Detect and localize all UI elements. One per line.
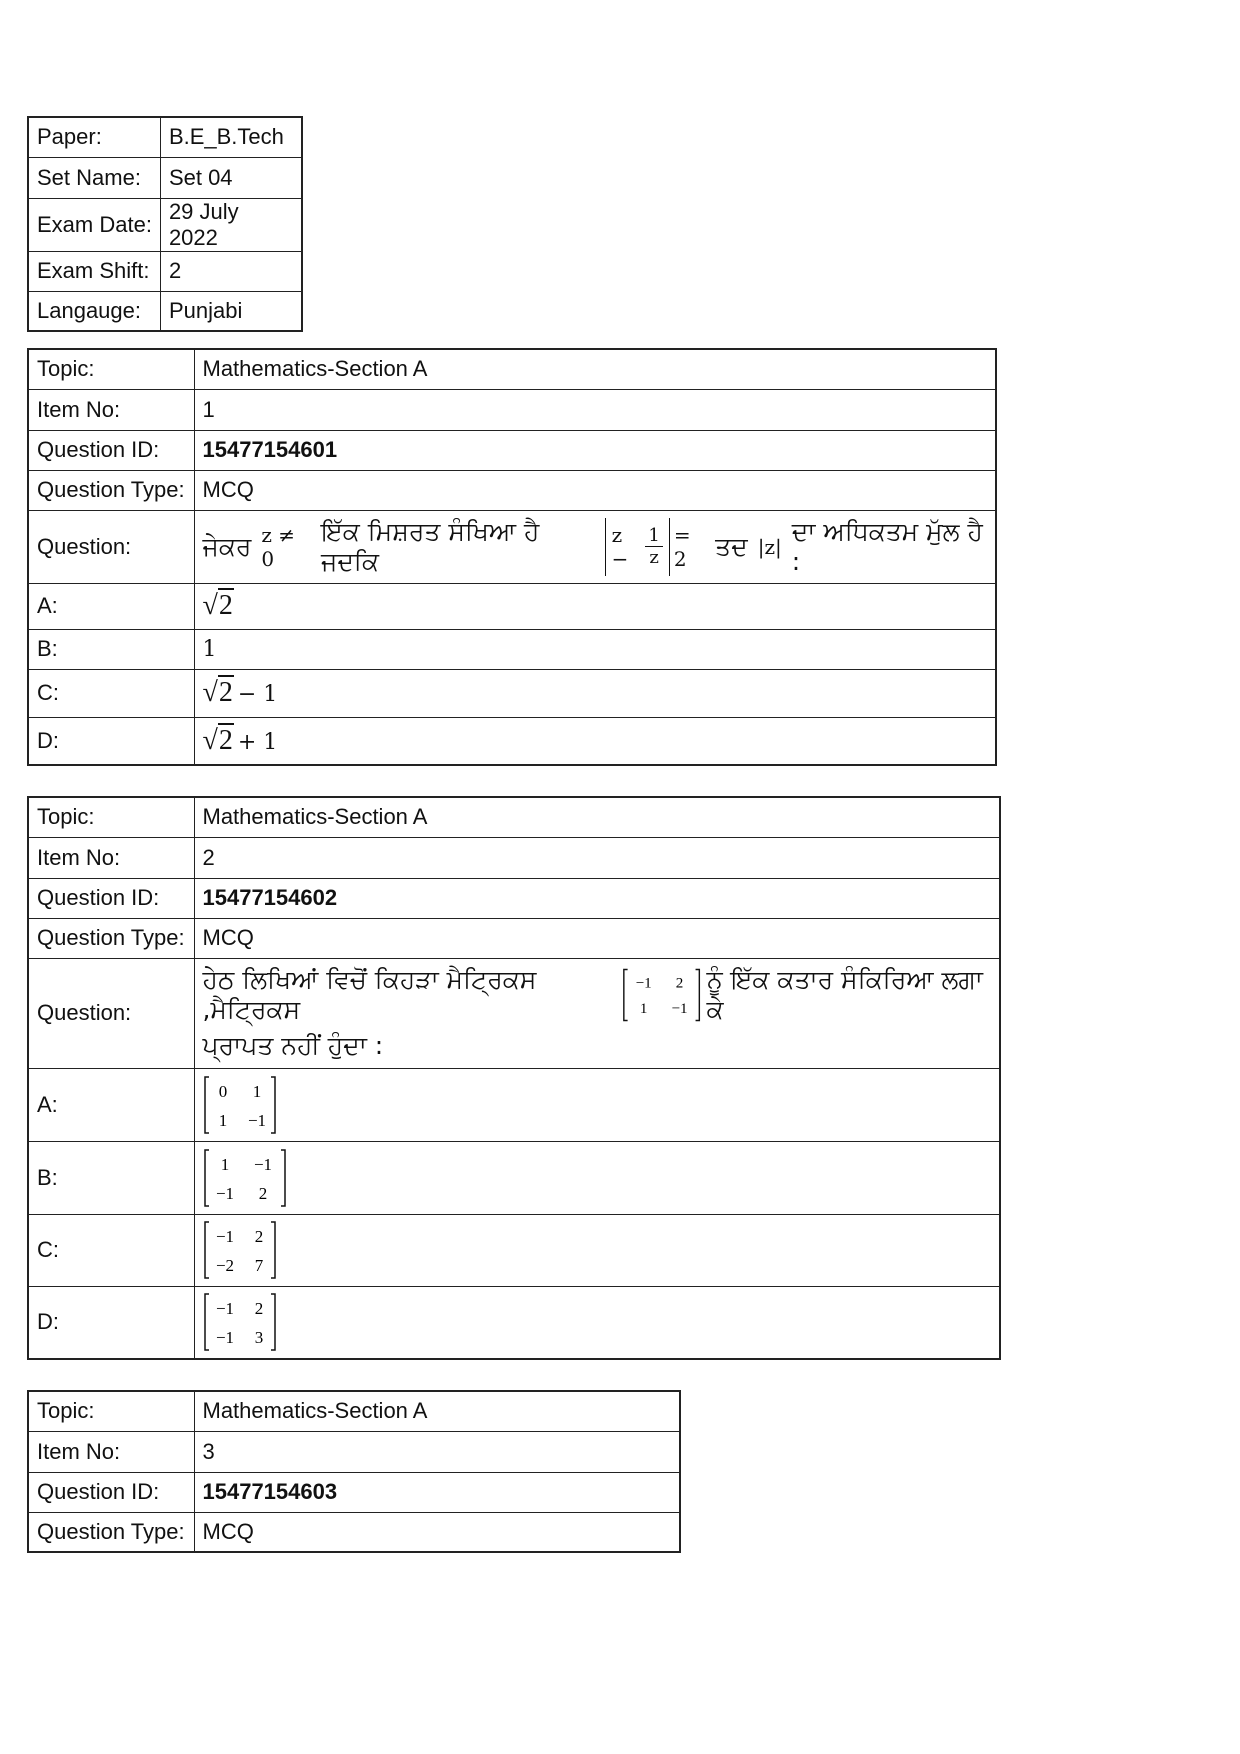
- option-a-value: [194, 1068, 1000, 1141]
- question-type-label: Question Type:: [28, 470, 194, 510]
- matrix-cell: −1: [247, 1110, 266, 1130]
- option-c-matrix: [203, 1219, 279, 1281]
- option-a-label: A:: [28, 1068, 194, 1141]
- matrix-cell: 2: [254, 1227, 263, 1246]
- sqrt-symbol: √: [202, 724, 218, 756]
- fraction-numerator: 1: [645, 525, 662, 547]
- condition-expression: z ≠ 0: [261, 522, 296, 571]
- equals-two: = 2: [673, 522, 691, 571]
- language-label: Langauge:: [28, 291, 160, 331]
- question-text: [194, 958, 1000, 1068]
- question-label: Question:: [28, 510, 194, 583]
- question-text: [194, 510, 996, 583]
- matrix-cell: −1: [635, 975, 652, 992]
- question-type-label: Question Type:: [28, 918, 194, 958]
- option-b-matrix: [203, 1147, 289, 1209]
- exam-date-label: Exam Date:: [28, 198, 160, 251]
- option-c-value: [194, 669, 996, 717]
- matrix-cell: 2: [676, 975, 684, 992]
- question-type-value: MCQ: [194, 1512, 680, 1552]
- question-text-part: ਜੇਕਰ: [202, 531, 252, 561]
- fraction-denominator: z: [649, 547, 659, 568]
- matrix-cell: −1: [215, 1227, 234, 1246]
- question-1-table: [27, 348, 997, 766]
- option-d-matrix: [203, 1291, 279, 1353]
- question-id-value: 15477154601: [194, 430, 996, 470]
- question-id-label: Question ID:: [28, 878, 194, 918]
- question-2-table: [27, 796, 1001, 1360]
- option-a-label: A:: [28, 583, 194, 629]
- option-a-matrix: [203, 1074, 279, 1136]
- item-no-value: 1: [194, 389, 996, 430]
- question-text-part: ਪ੍ਰਾਪਤ ਨਹੀਂ ਹੁੰਦਾ :: [202, 1031, 384, 1060]
- option-d-label: D:: [28, 1286, 194, 1359]
- radicand: 2: [218, 677, 233, 708]
- item-no-label: Item No:: [28, 1431, 194, 1472]
- matrix-cell: −2: [215, 1256, 234, 1275]
- abs-z-expression: |z|: [757, 534, 782, 559]
- language-value: Punjabi: [160, 291, 302, 331]
- matrix-cell: 0: [218, 1081, 227, 1101]
- matrix-cell: 2: [258, 1183, 267, 1203]
- topic-value: Mathematics-Section A: [194, 349, 996, 389]
- exam-shift-value: 2: [160, 251, 302, 291]
- item-no-label: Item No:: [28, 837, 194, 878]
- exam-date-value: 29 July 2022: [160, 198, 302, 251]
- question-3-table: [27, 1390, 681, 1553]
- expression-z: z −: [611, 522, 629, 571]
- matrix-cell: −1: [215, 1299, 234, 1319]
- option-a-value: [194, 583, 996, 629]
- question-type-value: MCQ: [194, 918, 1000, 958]
- option-d-label: D:: [28, 717, 194, 765]
- option-d-value: [194, 717, 996, 765]
- matrix-cell: 1: [220, 1154, 229, 1174]
- matrix-cell: 1: [252, 1081, 261, 1101]
- topic-label: Topic:: [28, 349, 194, 389]
- option-c-value: [194, 1214, 1000, 1286]
- option-b-label: B:: [28, 629, 194, 669]
- option-c-label: C:: [28, 1214, 194, 1286]
- question-matrix: [621, 965, 702, 1025]
- option-c-label: C:: [28, 669, 194, 717]
- question-text-part: ਦਾ ਅਧਿਕਤਮ ਮੁੱਲ ਹੈ :: [791, 517, 983, 576]
- radicand: 2: [218, 724, 233, 756]
- question-id-value: 15477154602: [194, 878, 1000, 918]
- radicand: 2: [218, 590, 233, 621]
- option-d-tail: + 1: [237, 729, 278, 755]
- item-no-label: Item No:: [28, 389, 194, 430]
- item-no-value: 3: [194, 1431, 680, 1472]
- paper-info-table: [27, 116, 303, 332]
- item-no-value: 2: [194, 837, 1000, 878]
- question-type-label: Question Type:: [28, 1512, 194, 1552]
- option-b-label: B:: [28, 1141, 194, 1214]
- matrix-cell: 7: [254, 1256, 263, 1275]
- question-id-value: 15477154603: [194, 1472, 680, 1512]
- matrix-cell: −1: [671, 1000, 688, 1017]
- question-text-part: ਤਦ: [715, 531, 748, 561]
- topic-label: Topic:: [28, 1391, 194, 1431]
- sqrt-symbol: √: [202, 590, 218, 621]
- matrix-cell: 1: [218, 1110, 227, 1130]
- topic-label: Topic:: [28, 797, 194, 837]
- exam-shift-label: Exam Shift:: [28, 251, 160, 291]
- topic-value: Mathematics-Section A: [194, 797, 1000, 837]
- matrix-cell: −1: [215, 1183, 234, 1203]
- modulus-expression: [605, 518, 708, 576]
- sqrt-symbol: √: [202, 677, 218, 708]
- paper-value: B.E_B.Tech: [160, 117, 302, 157]
- matrix-cell: −1: [253, 1154, 272, 1174]
- option-d-value: [194, 1286, 1000, 1359]
- question-id-label: Question ID:: [28, 430, 194, 470]
- matrix-cell: 3: [254, 1328, 263, 1348]
- set-name-label: Set Name:: [28, 157, 160, 198]
- question-id-label: Question ID:: [28, 1472, 194, 1512]
- paper-label: Paper:: [28, 117, 160, 157]
- option-c-tail: − 1: [237, 682, 278, 707]
- question-text-part: ਹੇਠ ਲਿਖਿਆਂ ਵਿਚੋਂ ਕਿਹੜਾ ਮੈਟ੍ਰਿਕਸ ,ਮੈਟ੍ਰਿਕਸ: [202, 965, 537, 1024]
- question-type-value: MCQ: [194, 470, 996, 510]
- matrix-cell: 2: [254, 1299, 263, 1319]
- set-name-value: Set 04: [160, 157, 302, 198]
- topic-value: Mathematics-Section A: [194, 1391, 680, 1431]
- question-text-part: ਇੱਕ ਮਿਸ਼ਰਤ ਸੰਖਿਆ ਹੈ ਜਦਕਿ: [321, 516, 540, 576]
- question-label: Question:: [28, 958, 194, 1068]
- matrix-cell: 1: [640, 1000, 648, 1017]
- option-b-value: [194, 1141, 1000, 1214]
- option-b-value: 1: [194, 629, 996, 669]
- question-text-part: ਨੂੰ ਇੱਕ ਕਤਾਰ ਸੰਕਿਰਿਆ ਲਗਾ ਕੇ: [706, 965, 983, 1024]
- matrix-cell: −1: [215, 1328, 234, 1348]
